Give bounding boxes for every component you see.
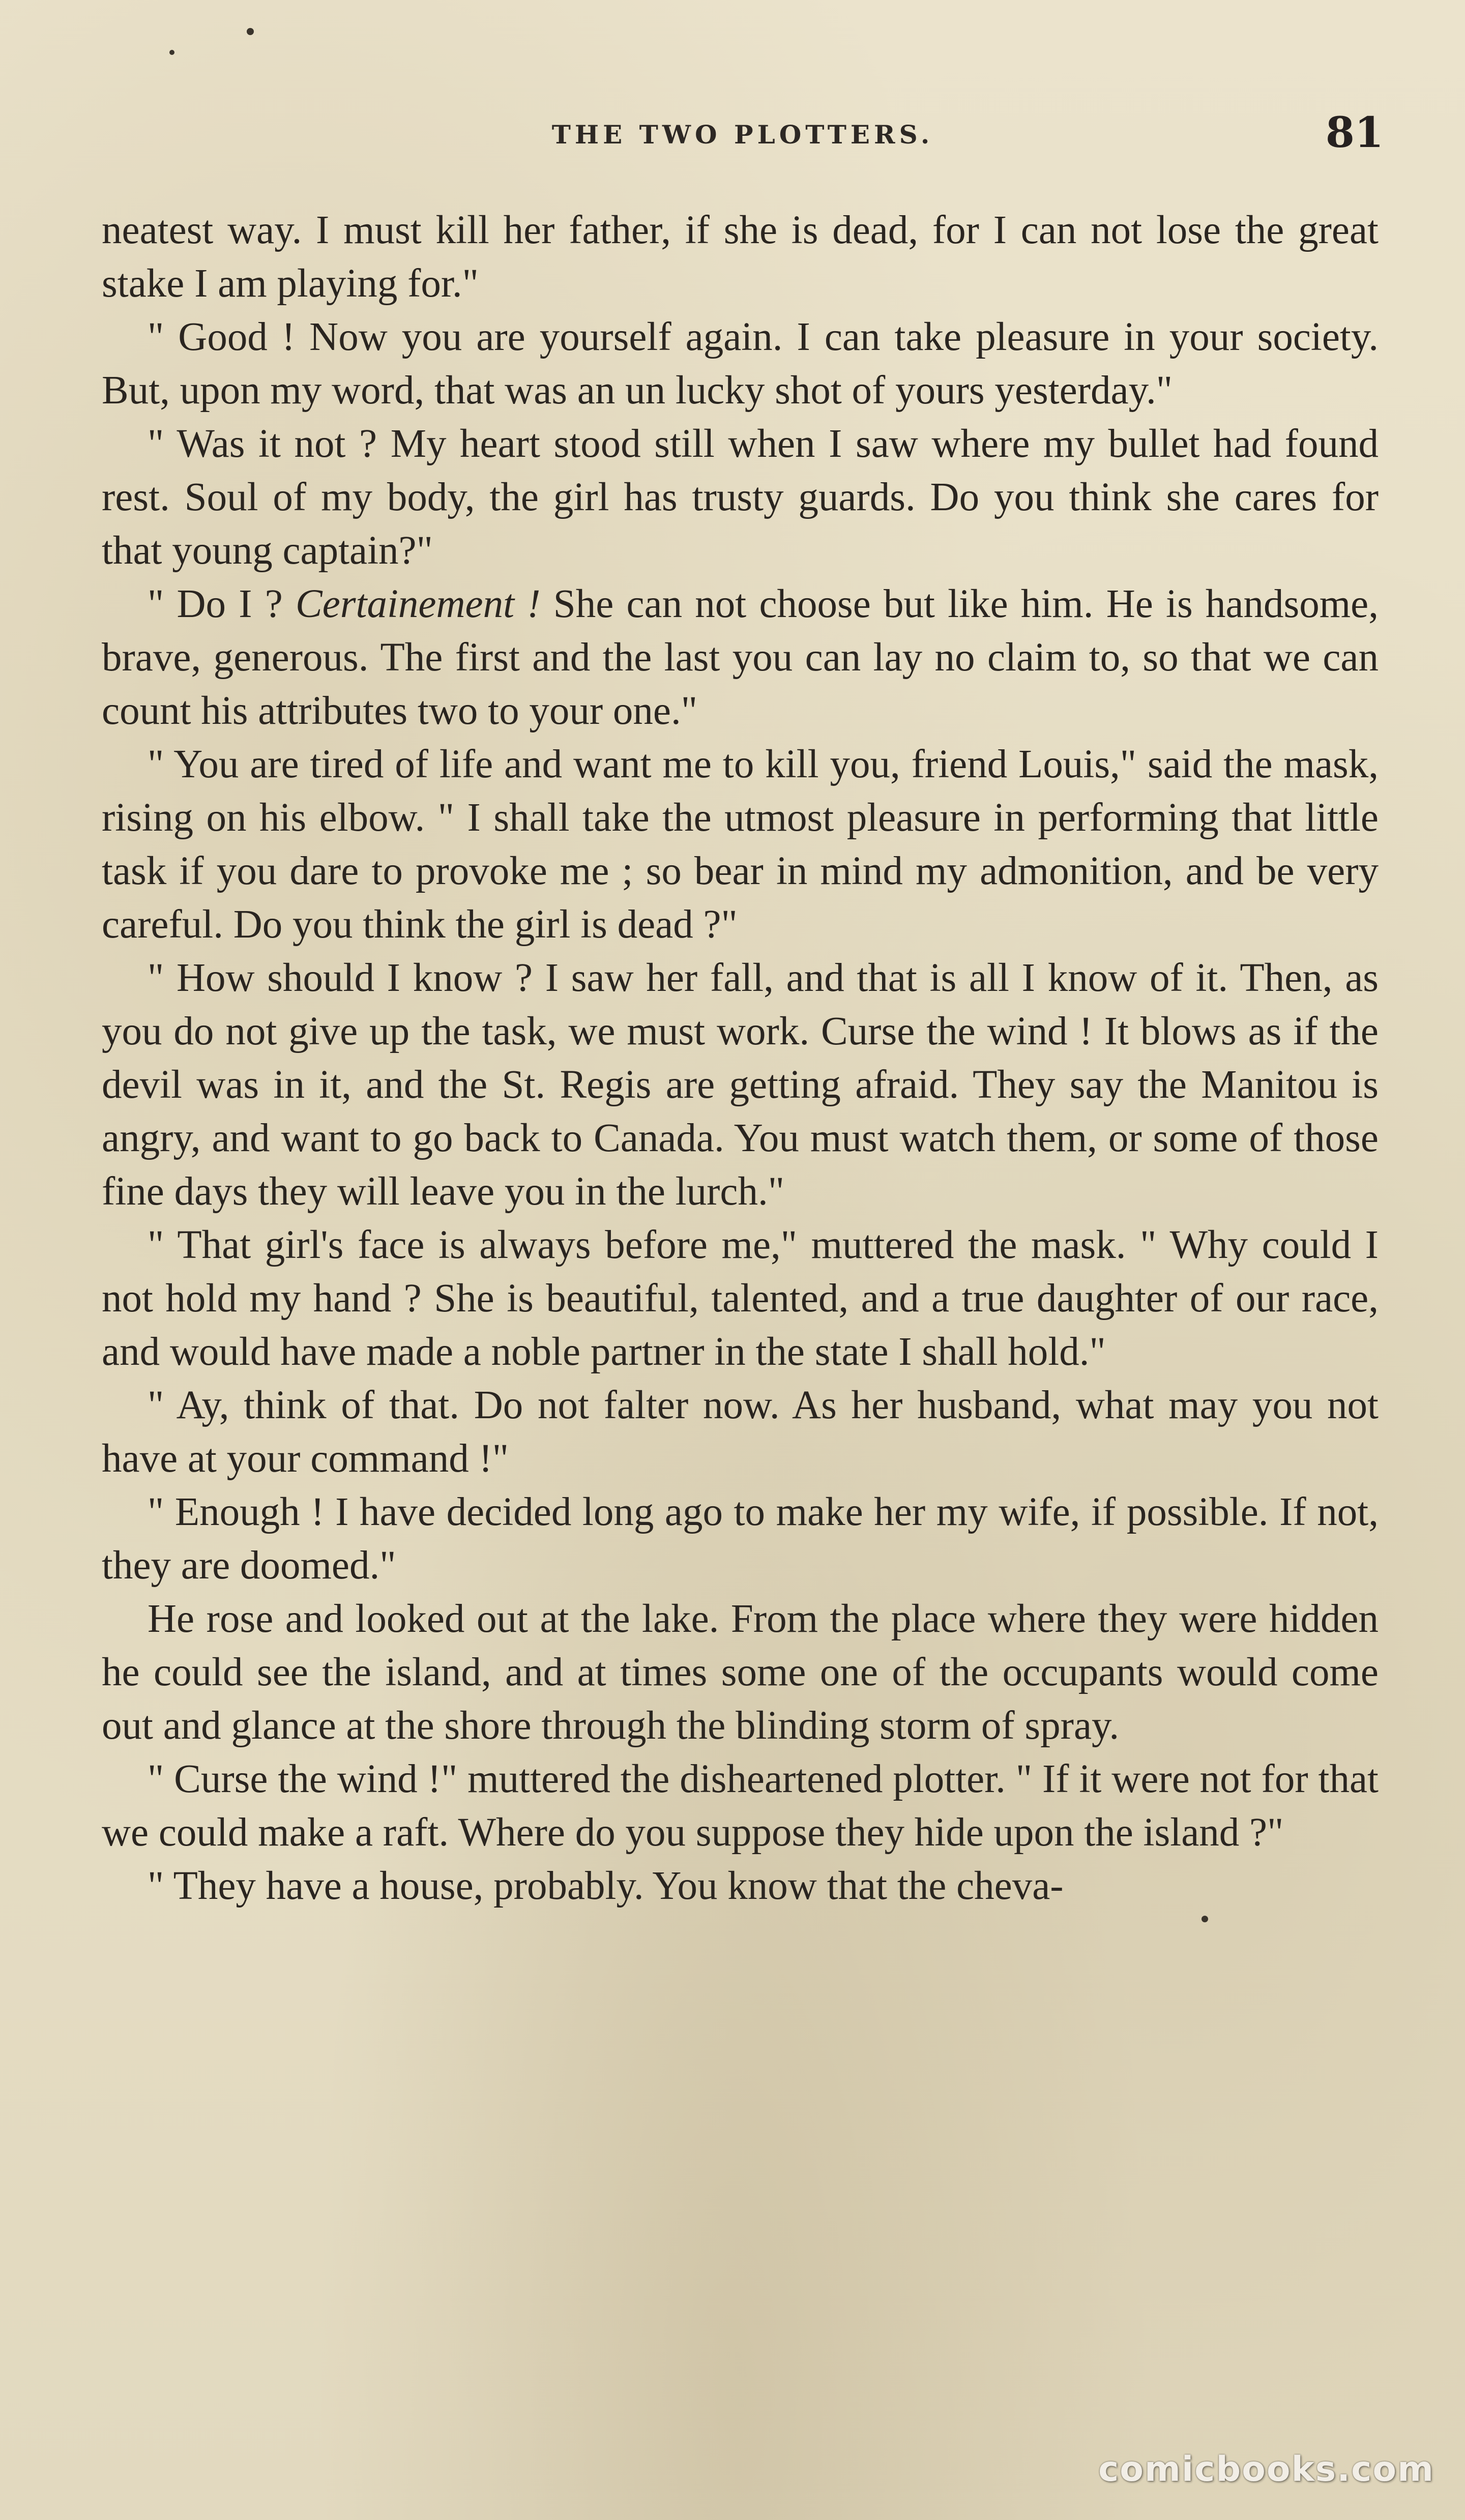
paragraph: " That girl's face is always before me," muttered the mask. " Why could I not hold my hand ? She is beautiful, talented, and a true daughter of our race, and would have made a noble partner in the state I shall hold." xyxy=(102,1223,1379,1374)
paragraph xyxy=(102,577,1379,738)
running-title: THE TWO PLOTTERS. xyxy=(551,120,934,150)
watermark: comicbooks.com xyxy=(1098,2449,1434,2489)
paragraph: " You are tired of life and want me to kill you, friend Louis," said the mask, rising on his elbow. " I shall take the utmost pleasure in performing that little task if you dare to provoke me ; so bear in mind my admonition, and be very careful. Do you think the girl is dead ?" xyxy=(102,742,1379,947)
paragraph: " They have a house, probably. You know that the cheva- xyxy=(148,1864,1064,1908)
page-header xyxy=(102,104,1384,165)
paragraph-text: She can not choose but like him. He is handsome, brave, generous. The first and the last you can lay no claim to, so that we can count his attributes two to your one." xyxy=(102,582,1379,733)
paragraph: " Was it not ? My heart stood still when I saw where my bullet had found rest. Soul of my body, the girl has trusty guards. Do you think she cares for that young captain?" xyxy=(102,422,1379,573)
ink-speck xyxy=(169,50,174,55)
ink-speck xyxy=(1202,1916,1208,1922)
paragraph: " Curse the wind !" muttered the disheartened plotter. " If it were not for that we could make a raft. Where do you suppose they hide upon the island ?" xyxy=(102,1757,1379,1855)
paragraph: " Good ! Now you are yourself again. I can take pleasure in your society. But, upon my word, that was an un lucky shot of yours yesterday." xyxy=(102,315,1379,413)
paragraph: He rose and looked out at the lake. From the place where they were hidden he could see the island, and at times some one of the occupants would come out and glance at the shore through the blinding storm of spray. xyxy=(102,1597,1379,1748)
paragraph: " Enough ! I have decided long ago to make her my wife, if possible. If not, they are doomed." xyxy=(102,1490,1379,1588)
paragraph: " How should I know ? I saw her fall, and that is all I know of it. Then, as you do not give up the task, we must work. Curse the wind ! It blows as if the devil was in it, and the St. Regis are getting afraid. They say the Manitou is angry, and want to go back to Canada. You must watch them, or some of those fine days they will leave you in the lurch." xyxy=(102,956,1379,1214)
ink-speck xyxy=(247,28,254,35)
page-number: 81 xyxy=(1325,108,1384,157)
paragraph: neatest way. I must kill her father, if she is dead, for I can not lose the great stake I am playing for." xyxy=(102,208,1379,306)
paragraph-text: " Do I ? xyxy=(148,582,296,626)
paragraph: " Ay, think of that. Do not falter now. As her husband, what may you not have at your command !" xyxy=(102,1383,1379,1481)
emphasized-text: Certainement ! xyxy=(296,582,541,626)
body-text xyxy=(102,203,1379,1913)
